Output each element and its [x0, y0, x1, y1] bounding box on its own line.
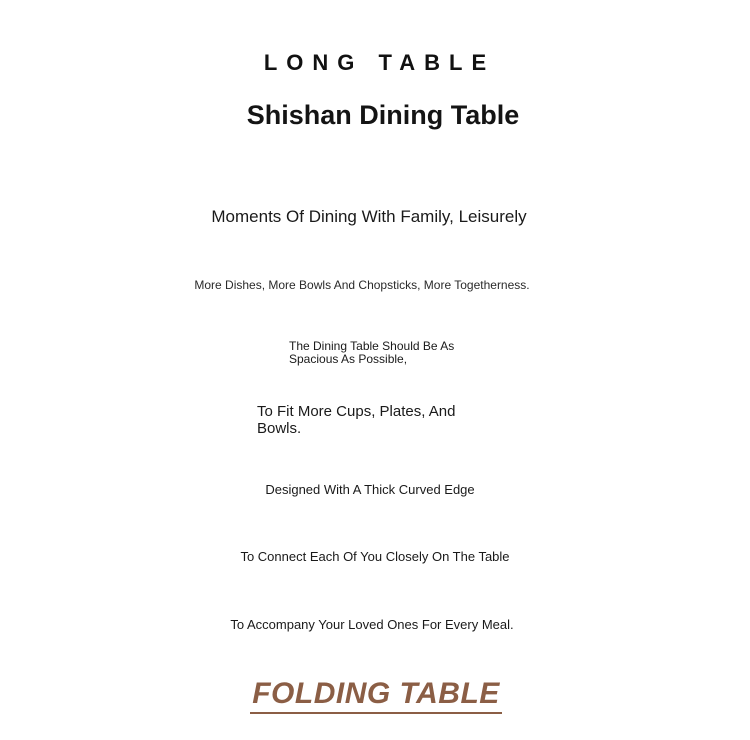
- section-kicker: LONG TABLE: [263, 50, 496, 75]
- tagline-line-6: To Connect Each Of You Closely On The Table: [240, 549, 510, 564]
- tagline-line-4: To Fit More Cups, Plates, And Bowls.: [257, 403, 456, 437]
- tagline-line-3: The Dining Table Should Be As Spacious As Possible,: [289, 339, 455, 366]
- tagline-line-5: Designed With A Thick Curved Edge: [265, 482, 475, 497]
- tagline-line-1: Moments Of Dining With Family, Leisurely: [211, 207, 527, 226]
- tagline-line-7: To Accompany Your Loved Ones For Every Meal.: [230, 617, 514, 632]
- product-title: Shishan Dining Table: [246, 100, 520, 130]
- folding-table-heading: [0, 677, 750, 714]
- tagline-line-2: More Dishes, More Bowls And Chopsticks, More Togetherness.: [194, 278, 530, 292]
- folding-table-label: FOLDING TABLE: [250, 677, 502, 714]
